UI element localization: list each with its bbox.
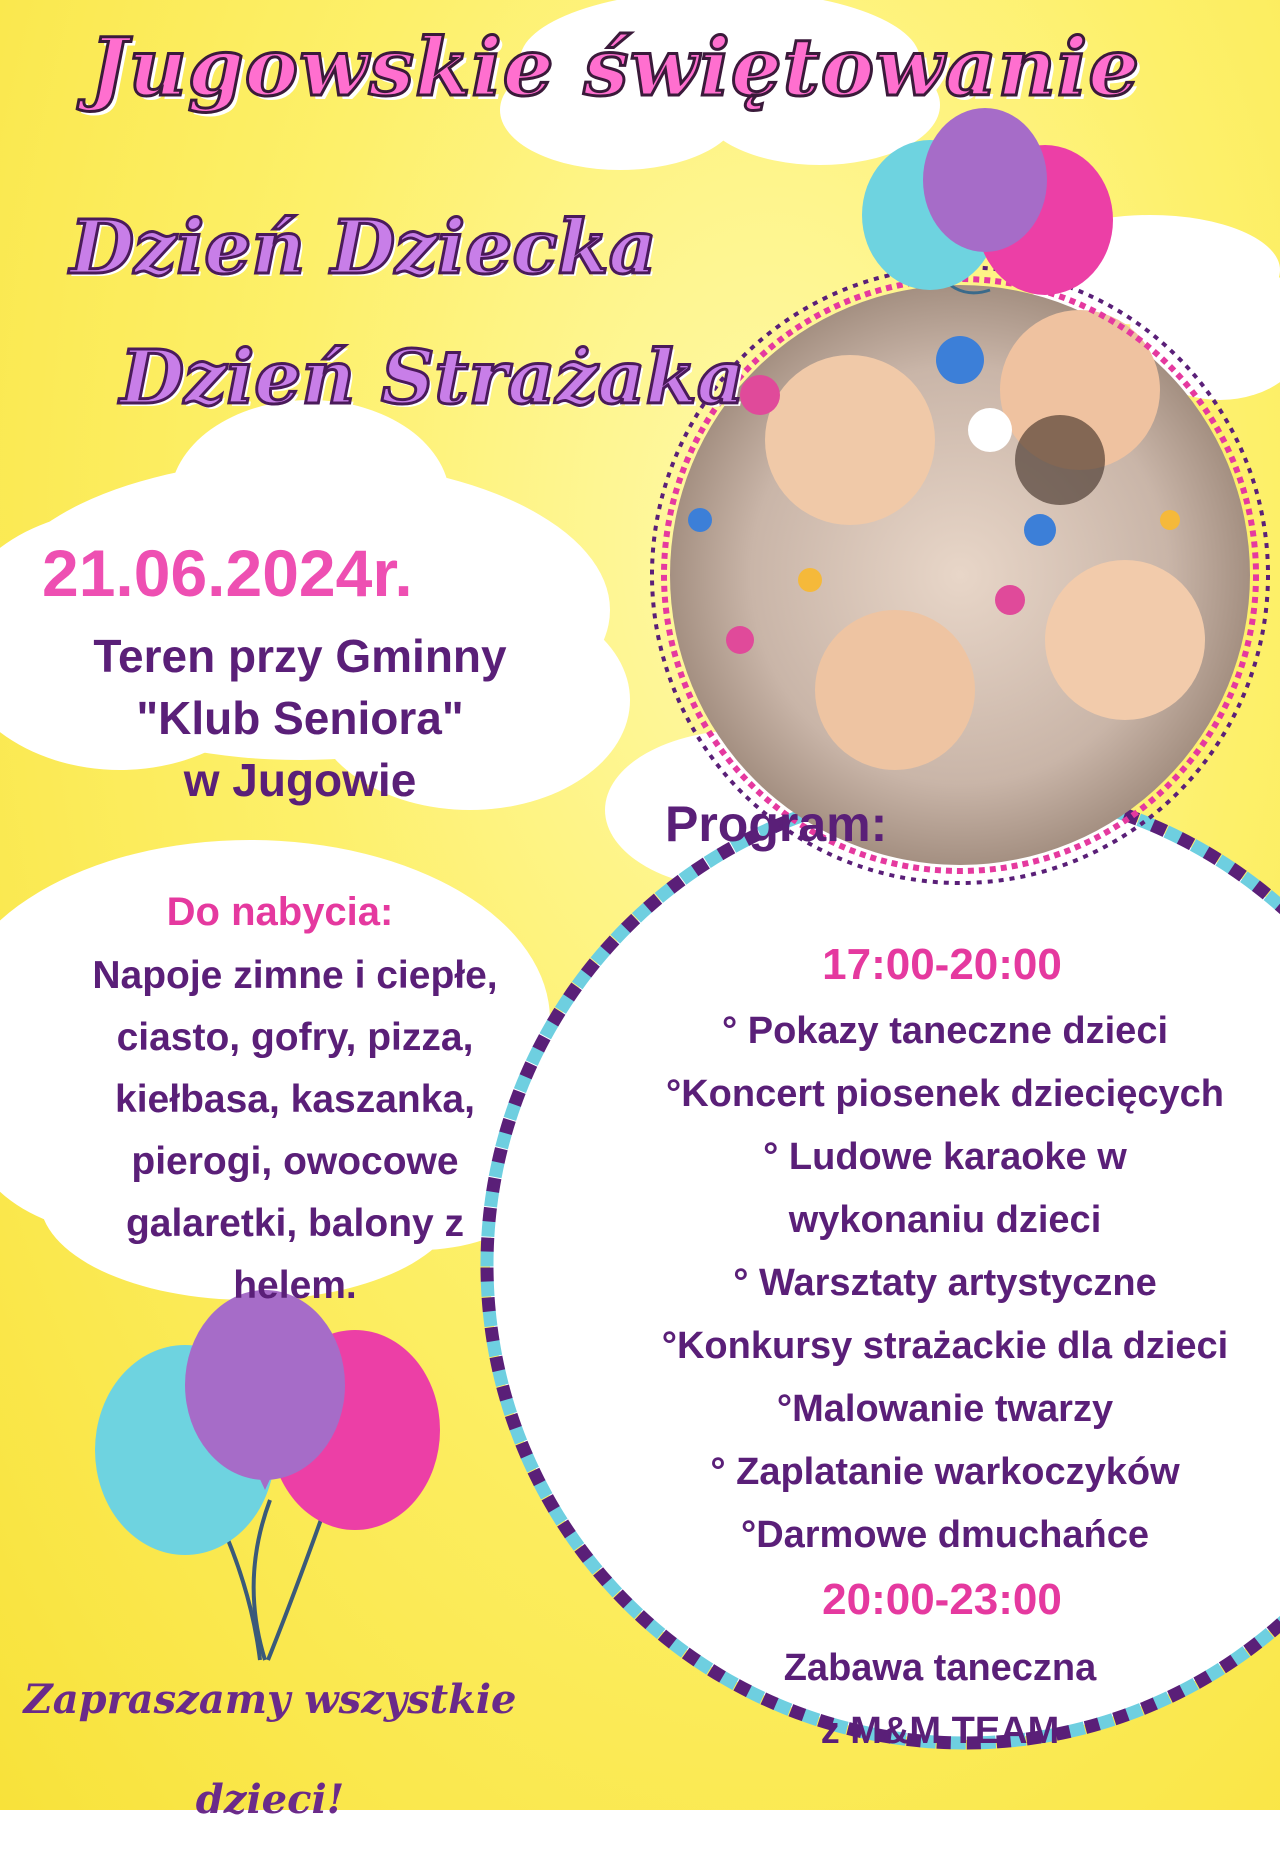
poster-title: Jugowskie świętowanie (89, 20, 1141, 114)
venue-line: w Jugowie (183, 754, 417, 806)
venue (40, 625, 560, 811)
program-item: ° Pokazy taneczne dzieci (721, 1010, 1169, 1052)
venue-line: "Klub Seniora" (136, 692, 464, 744)
program-time-1: 17:00-20:00 (822, 940, 1062, 989)
available-line: galaretki, balony z (125, 1202, 465, 1245)
evening-line: Zabawa taneczna (783, 1647, 1097, 1689)
invitation (0, 1650, 540, 1850)
available-list (55, 945, 535, 1317)
program-item: ° Zaplatanie warkoczyków (710, 1451, 1180, 1493)
available-heading: Do nabycia: (166, 890, 394, 934)
available-line: ciasto, gofry, pizza, (116, 1016, 474, 1059)
event-date: 21.06.2024r. (42, 536, 413, 610)
balloons-bottom-icon (95, 1290, 440, 1660)
subtitle-firefighters-day: Dzień Strażaka (120, 335, 745, 421)
evening-line: z M&M TEAM (820, 1710, 1060, 1752)
program-item: wykonaniu dzieci (788, 1199, 1102, 1241)
subtitle-childrens-day: Dzień Dziecka (70, 205, 657, 291)
program-item: °Darmowe dmuchańce (741, 1514, 1149, 1556)
invitation-line: dzieci! (195, 1776, 345, 1823)
program-heading: Program: (665, 796, 888, 852)
venue-line: Teren przy Gminny (93, 630, 507, 682)
program-time-2: 20:00-23:00 (822, 1575, 1062, 1624)
available-line: pierogi, owocowe (131, 1140, 459, 1183)
program-item: ° Warsztaty artystyczne (733, 1262, 1157, 1304)
evening-program (690, 1637, 1190, 1763)
program-item: ° Ludowe karaoke w (763, 1136, 1127, 1178)
available-line: kiełbasa, kaszanka, (115, 1078, 475, 1121)
program-list (600, 1000, 1280, 1567)
program-item: °Koncert piosenek dziecięcych (666, 1073, 1224, 1115)
program-item: °Konkursy strażackie dla dzieci (661, 1325, 1229, 1367)
invitation-line: Zapraszamy wszystkie (23, 1676, 517, 1723)
available-line: helem. (233, 1264, 357, 1307)
program-item: °Malowanie twarzy (776, 1388, 1114, 1430)
available-line: Napoje zimne i ciepłe, (92, 954, 498, 997)
